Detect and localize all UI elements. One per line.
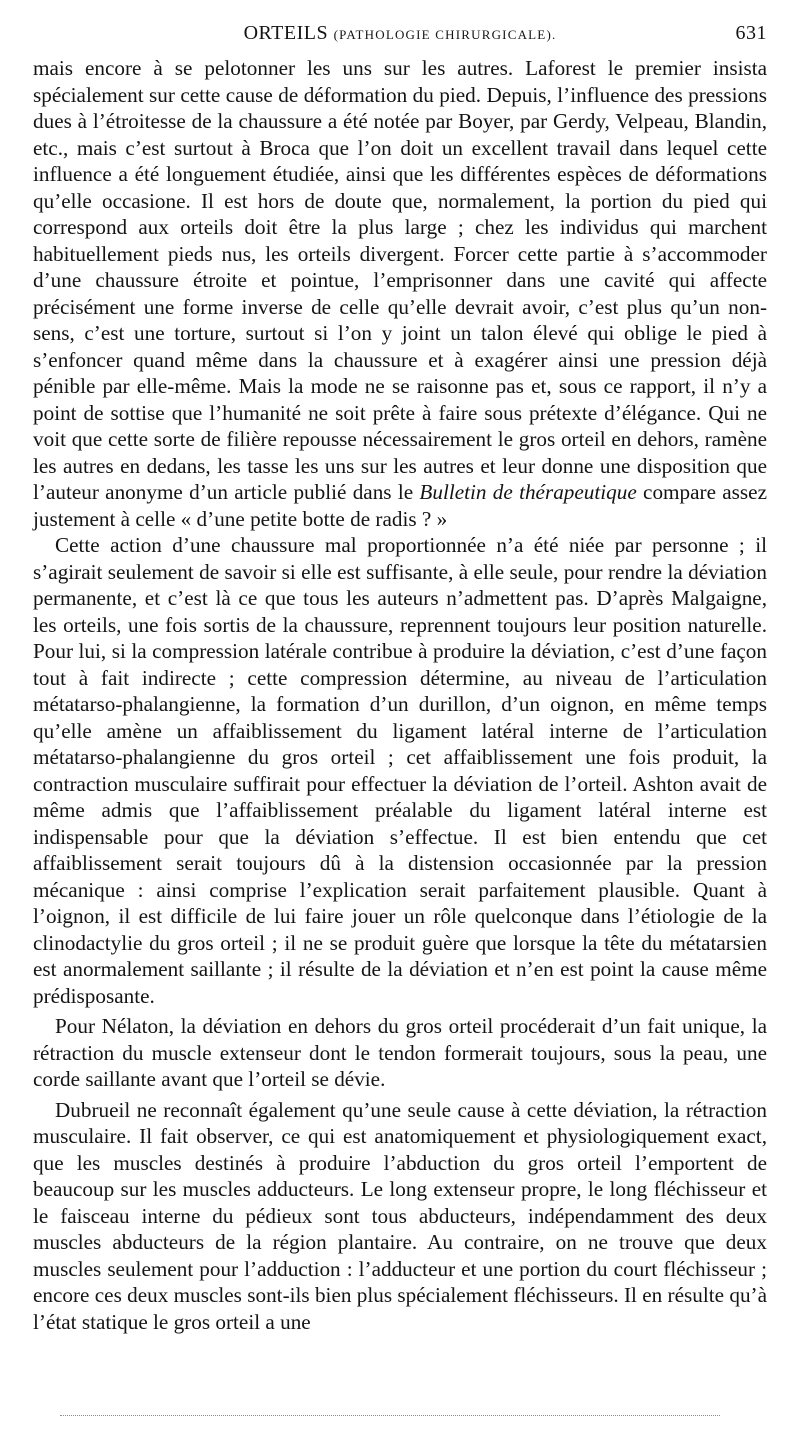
running-head-title-main: ORTEILS <box>243 22 329 44</box>
paragraph-1-text-b: compare assez justement à celle « d’une petite botte de radis ? » <box>33 480 767 531</box>
page <box>33 0 767 1335</box>
paragraph-3: Pour Nélaton, la déviation en dehors du gros orteil procéderait d’un fait unique, la rétraction du muscle extenseur dont le tendon formerait toujours, sous la peau, une corde saillante avant que l’orteil se dévie. <box>33 1014 767 1091</box>
journal-title-italic: Bulletin de thérapeutique <box>419 480 637 504</box>
paragraph-2: Cette action d’une chaussure mal proportionnée n’a été niée par personne ; il s’agirait seulement de savoir si elle est suffisante, à elle seule, pour rendre la déviation permanente, et c’est là ce que tous les auteurs n’admettent pas. D’après Malgaigne, les orteils, une fois sortis de la chaussure, reprennent toujours leur position naturelle. Pour lui, si la compression latérale contribue à produire la déviation, c’est d’une façon tout à fait indirecte ; cette compression détermine, au niveau de l’articulation métatarso-phalangienne, la formation d’un durillon, d’un oignon, en même temps qu’elle amène un affaiblissement du ligament latéral interne de l’articulation métatarso-phalangienne du gros orteil ; cet affaiblissement une fois produit, la contraction musculaire suffirait pour effectuer la déviation de l’orteil. Ashton avait de même admis que l’affaiblissement préalable du ligament latéral interne est indispensable pour que la déviation s’effectue. Il est bien entendu que cet affaiblissement serait toujours dû à la distension occasionnée par la pression mécanique : ainsi comprise l’explication serait parfaitement plausible. Quant à l’oignon, il est difficile de lui faire jouer un rôle quelconque dans l’étiologie de la clinodactylie du gros orteil ; il ne se produit guère que lorsque la tête du métatarsien est anormalement saillante ; il résulte de la déviation et n’en est point la cause même prédisposante. <box>33 533 767 1008</box>
footer-dotted-rule <box>60 1415 720 1416</box>
body-text <box>33 55 767 1335</box>
running-head <box>33 22 767 58</box>
running-head-title-sub: (PATHOLOGIE CHIRURGICALE). <box>333 27 557 42</box>
paragraph-1-text-a: mais encore à se pelotonner les uns sur les autres. Laforest le premier insista spécialement sur cette cause de déformation du pied. Depuis, l’influence des pressions dues à l’étroitesse de la chaussure a été notée par Boyer, par Gerdy, Velpeau, Blandin, etc., mais c’est surtout à Broca que l’on doit un excellent travail dans lequel cette influence a été longuement étudiée, ainsi que les différentes espèces de déformations qu’elle occasione. Il est hors de doute que, normalement, la portion du pied qui correspond aux orteils doit être la plus large ; chez les individus qui marchent habituellement pieds nus, les orteils divergent. Forcer cette partie à s’accommoder d’une chaussure étroite et pointue, l’emprisonner dans une cavité qui affecte précisément une forme inverse de celle qu’elle devrait avoir, c’est plus qu’un non-sens, c’est une torture, surtout si l’on y joint un talon élevé qui oblige le pied à s’enfoncer quand même dans la chaussure et à exagérer ainsi une pression déjà pénible par elle-même. Mais la mode ne se raisonne pas et, sous ce rapport, il n’y a point de sottise que l’humanité ne soit prête à faire sous prétexte d’élégance. Qui ne voit que cette sorte de filière repousse nécessairement le gros orteil en dehors, ramène les autres en dedans, les tasse les uns sur les autres et leur donne une disposition que l’auteur anonyme d’un article publié dans le <box>33 56 767 504</box>
running-head-title <box>33 22 767 45</box>
paragraph-4: Dubrueil ne reconnaît également qu’une seule cause à cette déviation, la rétraction musculaire. Il fait observer, ce qui est anatomiquement et physiologiquement exact, que les muscles destinés à produire l’abduction du gros orteil l’emportent de beaucoup sur les muscles adducteurs. Le long extenseur propre, le long fléchisseur et le faisceau interne du pédieux sont tous abducteurs, indépendamment des deux muscles abducteurs de la région plantaire. Au contraire, on ne trouve que deux muscles seulement pour l’adduction : l’adducteur et une portion du court fléchisseur ; encore ces deux muscles sont-ils bien plus spécialement fléchisseurs. Il en résulte qu’à l’état statique le gros orteil a une <box>33 1097 767 1334</box>
paragraph-1 <box>33 55 767 532</box>
page-number: 631 <box>735 22 767 44</box>
